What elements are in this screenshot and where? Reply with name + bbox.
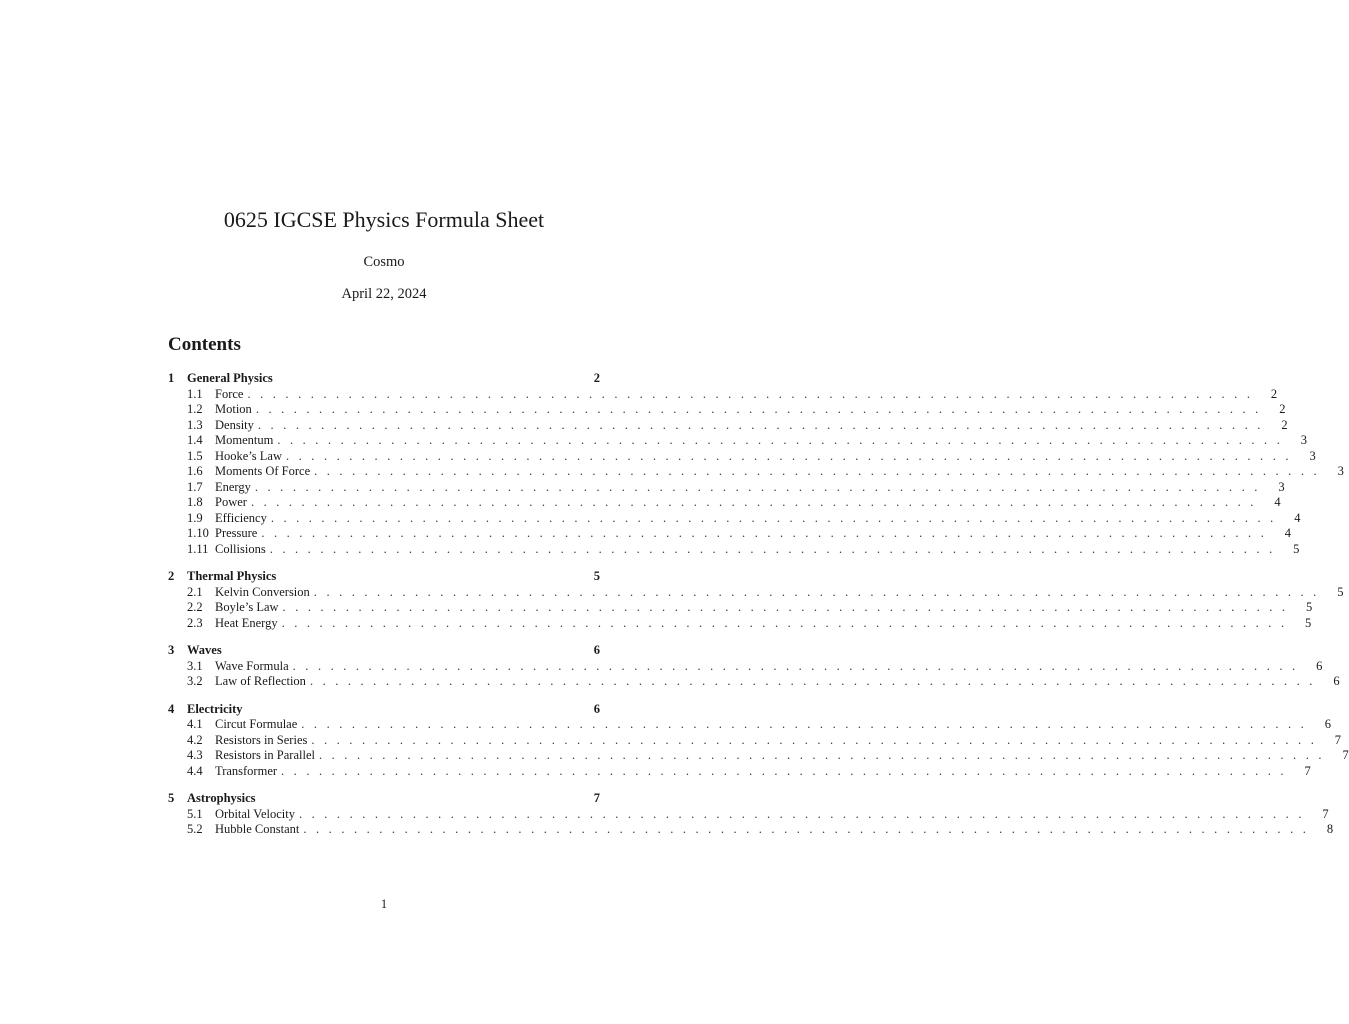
toc-section-entry[interactable] (168, 643, 600, 659)
toc-dot-leader: . . . . . . . . . . . . . . . . . . . . . . . . . . . . . . . . . . . . . . . . . . . . . . . . . . . . . . . . . . . . . . . . . . . . . . . . . . . . . . . . (281, 615, 1288, 630)
toc-subsection-number: 1.9 (187, 510, 203, 525)
toc-subsection-title: Law of Reflection (215, 674, 306, 688)
toc-dot-leader: . . . . . . . . . . . . . . . . . . . . . . . . . . . . . . . . . . . . . . . . . . . . . . . . . . . . . . . . . . . . . . . . . . . . . . . . . . . . . . . . (277, 433, 1284, 447)
toc-dot-leader: . . . . . . . . . . . . . . . . . . . . . . . . . . . . . . . . . . . . . . . . . . . . . . . . . . . . . . . . . . . . . . . . . . . . . . . . . . . . . . . . (319, 748, 1325, 762)
toc-dot-leader: . . . . . . . . . . . . . . . . . . . . . . . . . . . . . . . . . . . . . . . . . . . . . . . . . . . . . . . . . . . . . . . . . . . . . . . . . . . . . . . . (303, 822, 1310, 836)
toc-subsection-number: 2.3 (187, 615, 203, 630)
toc-subsection-page: 3 (1300, 433, 1308, 447)
toc-subsection-number: 4.3 (187, 748, 203, 762)
toc-subsection-number: 3.1 (187, 658, 203, 673)
toc-subsection-page: 6 (1324, 717, 1331, 731)
toc-subsection-entry[interactable] (168, 402, 1286, 418)
toc-subsection-number: 1.6 (187, 464, 203, 478)
toc-subsection-entry[interactable] (168, 386, 1278, 403)
toc-subsection-page: 4 (1274, 495, 1281, 509)
toc-dot-leader: . . . . . . . . . . . . . . . . . . . . . . . . . . . . . . . . . . . . . . . . . . . . . . . . . . . . . . . . . . . . . . . . . . . . . . . . . . . . . . . . (311, 732, 1318, 747)
toc-subsection-entry[interactable] (168, 600, 1313, 616)
toc-section-number: 2 (168, 569, 175, 583)
toc-section-number: 5 (168, 791, 175, 805)
toc-subsection-entry[interactable] (168, 448, 1316, 465)
toc-subsection-page: 5 (1293, 541, 1300, 556)
toc-section (168, 701, 1349, 780)
toc-subsection-page: 3 (1309, 448, 1316, 463)
toc-subsection-entry[interactable] (168, 526, 1292, 542)
toc-dot-leader: . . . . . . . . . . . . . . . . . . . . . . . . . . . . . . . . . . . . . . . . . . . . . . . . . . . . . . . . . . . . . . . . . . . . . . . . . . . . . . . . (309, 674, 1316, 688)
toc-dot-leader: . . . . . . . . . . . . . . . . . . . . . . . . . . . . . . . . . . . . . . . . . . . . . . . . . . . . . . . . . . . . . . . . . . . . . . . . . . . . . . . . (292, 658, 1299, 673)
toc-subsection-entry[interactable] (168, 417, 1288, 434)
toc-dot-leader: . . . . . . . . . . . . . . . . . . . . . . . . . . . . . . . . . . . . . . . . . . . . . . . . . . . . . . . . . . . . . . . . . . . . . . . . . . . . . . . . (281, 763, 1287, 778)
toc-section-number: 3 (168, 643, 175, 657)
toc-dot-leader: . . . . . . . . . . . . . . . . . . . . . . . . . . . . . . . . . . . . . . . . . . . . . . . . . . . . . . . . . . . . . . . . . . . . . . . . . . . . . . . . (270, 510, 1277, 525)
toc-subsection-page: 8 (1326, 822, 1334, 836)
toc-subsection-title: Hooke’s Law (215, 448, 282, 463)
toc-subsection-title: Moments Of Force (215, 464, 311, 478)
toc-subsection-title: Efficiency (215, 510, 267, 525)
toc-subsection-title: Energy (215, 479, 251, 494)
toc-dot-leader: . . . . . . . . . . . . . . . . . . . . . . . . . . . . . . . . . . . . . . . . . . . . . . . . . . . . . . . . . . . . . . . . . . . . . . . . . . . . . . . . (298, 806, 1305, 821)
toc-section (168, 569, 1344, 631)
toc-section-entry[interactable] (168, 702, 600, 718)
toc-section (168, 643, 1340, 690)
toc-dot-leader: . . . . . . . . . . . . . . . . . . . . . . . . . . . . . . . . . . . . . . . . . . . . . . . . . . . . . . . . . . . . . . . . . . . . . . . . . . . . . . . . (314, 464, 1320, 478)
toc-subsection-number: 1.7 (187, 479, 203, 494)
toc-dot-leader: . . . . . . . . . . . . . . . . . . . . . . . . . . . . . . . . . . . . . . . . . . . . . . . . . . . . . . . . . . . . . . . . . . . . . . . . . . . . . . . . (313, 584, 1320, 599)
toc-subsection-entry[interactable] (168, 464, 1344, 480)
toc-subsection-page: 3 (1337, 464, 1344, 478)
document-title: 0625 IGCSE Physics Formula Sheet (223, 207, 545, 232)
toc-subsection-title: Motion (215, 402, 252, 416)
toc-subsection-entry[interactable] (168, 822, 1334, 838)
toc-subsection-number: 2.1 (187, 584, 203, 599)
toc-subsection-number: 1.10 (187, 526, 209, 540)
toc-subsection-number: 5.2 (187, 822, 203, 836)
toc-subsection-page: 5 (1305, 600, 1313, 614)
toc-subsection-page: 5 (1305, 615, 1312, 630)
toc-dot-leader: . . . . . . . . . . . . . . . . . . . . . . . . . . . . . . . . . . . . . . . . . . . . . . . . . . . . . . . . . . . . . . . . . . . . . . . . . . . . . . . . (261, 526, 1268, 540)
toc-section (168, 791, 1334, 838)
toc-subsection-number: 5.1 (187, 806, 203, 821)
toc-subsection-title: Pressure (215, 526, 258, 540)
toc-section-number: 1 (168, 371, 175, 385)
toc-section-page: 6 (593, 643, 600, 657)
page-number: 1 (380, 897, 388, 911)
toc-subsection-page: 7 (1322, 806, 1329, 821)
toc-subsection-title: Heat Energy (215, 615, 278, 630)
toc-section-page: 6 (593, 701, 600, 716)
toc-subsection-page: 2 (1281, 417, 1288, 432)
toc-dot-leader: . . . . . . . . . . . . . . . . . . . . . . . . . . . . . . . . . . . . . . . . . . . . . . . . . . . . . . . . . . . . . . . . . . . . . . . . . . . . . . . . (301, 717, 1307, 731)
toc-subsection-page: 4 (1284, 526, 1292, 540)
toc-subsection-title: Density (215, 417, 254, 432)
toc-subsection-page: 4 (1294, 510, 1301, 525)
toc-subsection-title: Power (215, 495, 247, 509)
toc-subsection-entry[interactable] (168, 433, 1308, 449)
toc-subsection-title: Kelvin Conversion (215, 584, 310, 599)
document-author: Cosmo (363, 254, 405, 270)
table-of-contents (168, 333, 1349, 850)
toc-subsection-page: 7 (1304, 763, 1311, 778)
toc-subsection-page: 2 (1279, 402, 1286, 416)
toc-subsection-number: 1.2 (187, 402, 203, 416)
toc-subsection-entry[interactable] (168, 748, 1349, 764)
toc-subsection-page: 3 (1278, 479, 1285, 494)
toc-section-entry[interactable] (168, 791, 600, 807)
toc-subsection-title: Momentum (215, 433, 274, 447)
toc-dot-leader: . . . . . . . . . . . . . . . . . . . . . . . . . . . . . . . . . . . . . . . . . . . . . . . . . . . . . . . . . . . . . . . . . . . . . . . . . . . . . . . . (286, 448, 1292, 463)
toc-dot-leader: . . . . . . . . . . . . . . . . . . . . . . . . . . . . . . . . . . . . . . . . . . . . . . . . . . . . . . . . . . . . . . . . . . . . . . . . . . . . . . . . (247, 386, 1254, 401)
toc-subsection-number: 2.2 (187, 600, 203, 614)
toc-subsection-number: 1.4 (187, 433, 203, 447)
toc-subsection-page: 6 (1333, 674, 1340, 688)
toc-section-entry[interactable] (168, 371, 600, 387)
toc-dot-leader: . . . . . . . . . . . . . . . . . . . . . . . . . . . . . . . . . . . . . . . . . . . . . . . . . . . . . . . . . . . . . . . . . . . . . . . . . . . . . . . . (255, 402, 1262, 416)
toc-subsection-entry[interactable] (168, 584, 1344, 601)
toc-subsection-number: 1.5 (187, 448, 203, 463)
toc-subsection-title: Force (215, 386, 244, 401)
toc-subsection-number: 1.8 (187, 495, 203, 509)
toc-subsection-number: 1.1 (187, 386, 203, 401)
toc-section-title: Astrophysics (187, 791, 256, 805)
toc-subsection-entry[interactable] (168, 510, 1301, 527)
toc-dot-leader: . . . . . . . . . . . . . . . . . . . . . . . . . . . . . . . . . . . . . . . . . . . . . . . . . . . . . . . . . . . . . . . . . . . . . . . . . . . . . . . . (254, 479, 1261, 494)
document-date: April 22, 2024 (341, 286, 427, 302)
toc-subsection-title: Circut Formulae (215, 717, 298, 731)
toc-subsection-number: 4.4 (187, 763, 203, 778)
toc-subsection-page: 5 (1337, 584, 1344, 599)
toc-section-title: Waves (187, 643, 222, 657)
toc-section-title: Thermal Physics (187, 569, 277, 583)
toc-subsection-title: Hubble Constant (215, 822, 300, 836)
toc-subsection-entry[interactable] (168, 479, 1285, 496)
toc-subsection-title: Wave Formula (215, 658, 289, 673)
toc-subsection-entry[interactable] (168, 806, 1329, 823)
toc-subsection-page: 6 (1316, 658, 1323, 673)
toc-subsection-number: 3.2 (187, 674, 203, 688)
toc-subsection-title: Orbital Velocity (215, 806, 295, 821)
toc-subsection-title: Boyle’s Law (215, 600, 279, 614)
toc-heading: Contents (168, 334, 241, 355)
toc-subsection-number: 4.2 (187, 732, 203, 747)
toc-subsection-entry[interactable] (168, 717, 1331, 733)
toc-section-page: 7 (593, 791, 600, 805)
toc-section-page: 5 (593, 569, 600, 583)
toc-dot-leader: . . . . . . . . . . . . . . . . . . . . . . . . . . . . . . . . . . . . . . . . . . . . . . . . . . . . . . . . . . . . . . . . . . . . . . . . . . . . . . . . (269, 541, 1276, 556)
toc-section-number: 4 (168, 701, 175, 716)
toc-dot-leader: . . . . . . . . . . . . . . . . . . . . . . . . . . . . . . . . . . . . . . . . . . . . . . . . . . . . . . . . . . . . . . . . . . . . . . . . . . . . . . . . (282, 600, 1289, 614)
toc-section-entry[interactable] (168, 569, 600, 585)
toc-subsection-entry[interactable] (168, 495, 1281, 511)
toc-subsection-title: Collisions (215, 541, 266, 556)
toc-subsection-number: 4.1 (187, 717, 203, 731)
toc-subsection-number: 1.11 (187, 541, 209, 556)
toc-body (168, 371, 1349, 838)
toc-section-title: Electricity (187, 701, 243, 716)
toc-subsection-entry[interactable] (168, 763, 1311, 780)
toc-subsection-page: 7 (1342, 748, 1349, 762)
toc-subsection-number: 1.3 (187, 417, 203, 432)
title-block (0, 205, 768, 303)
toc-subsection-entry[interactable] (168, 732, 1342, 749)
toc-subsection-entry[interactable] (168, 615, 1312, 632)
toc-subsection-title: Resistors in Series (215, 732, 308, 747)
toc-subsection-entry[interactable] (168, 674, 1340, 690)
toc-section-title: General Physics (187, 371, 273, 385)
toc-subsection-entry[interactable] (168, 541, 1300, 558)
toc-dot-leader: . . . . . . . . . . . . . . . . . . . . . . . . . . . . . . . . . . . . . . . . . . . . . . . . . . . . . . . . . . . . . . . . . . . . . . . . . . . . . . . . (250, 495, 1257, 509)
toc-section-page: 2 (593, 371, 600, 385)
toc-subsection-title: Transformer (215, 763, 278, 778)
toc-subsection-page: 2 (1270, 386, 1278, 401)
toc-subsection-page: 7 (1334, 732, 1342, 747)
toc-dot-leader: . . . . . . . . . . . . . . . . . . . . . . . . . . . . . . . . . . . . . . . . . . . . . . . . . . . . . . . . . . . . . . . . . . . . . . . . . . . . . . . . (257, 417, 1264, 432)
toc-subsection-title: Resistors in Parallel (215, 748, 315, 762)
toc-subsection-entry[interactable] (168, 658, 1323, 675)
toc-section (168, 371, 1344, 557)
